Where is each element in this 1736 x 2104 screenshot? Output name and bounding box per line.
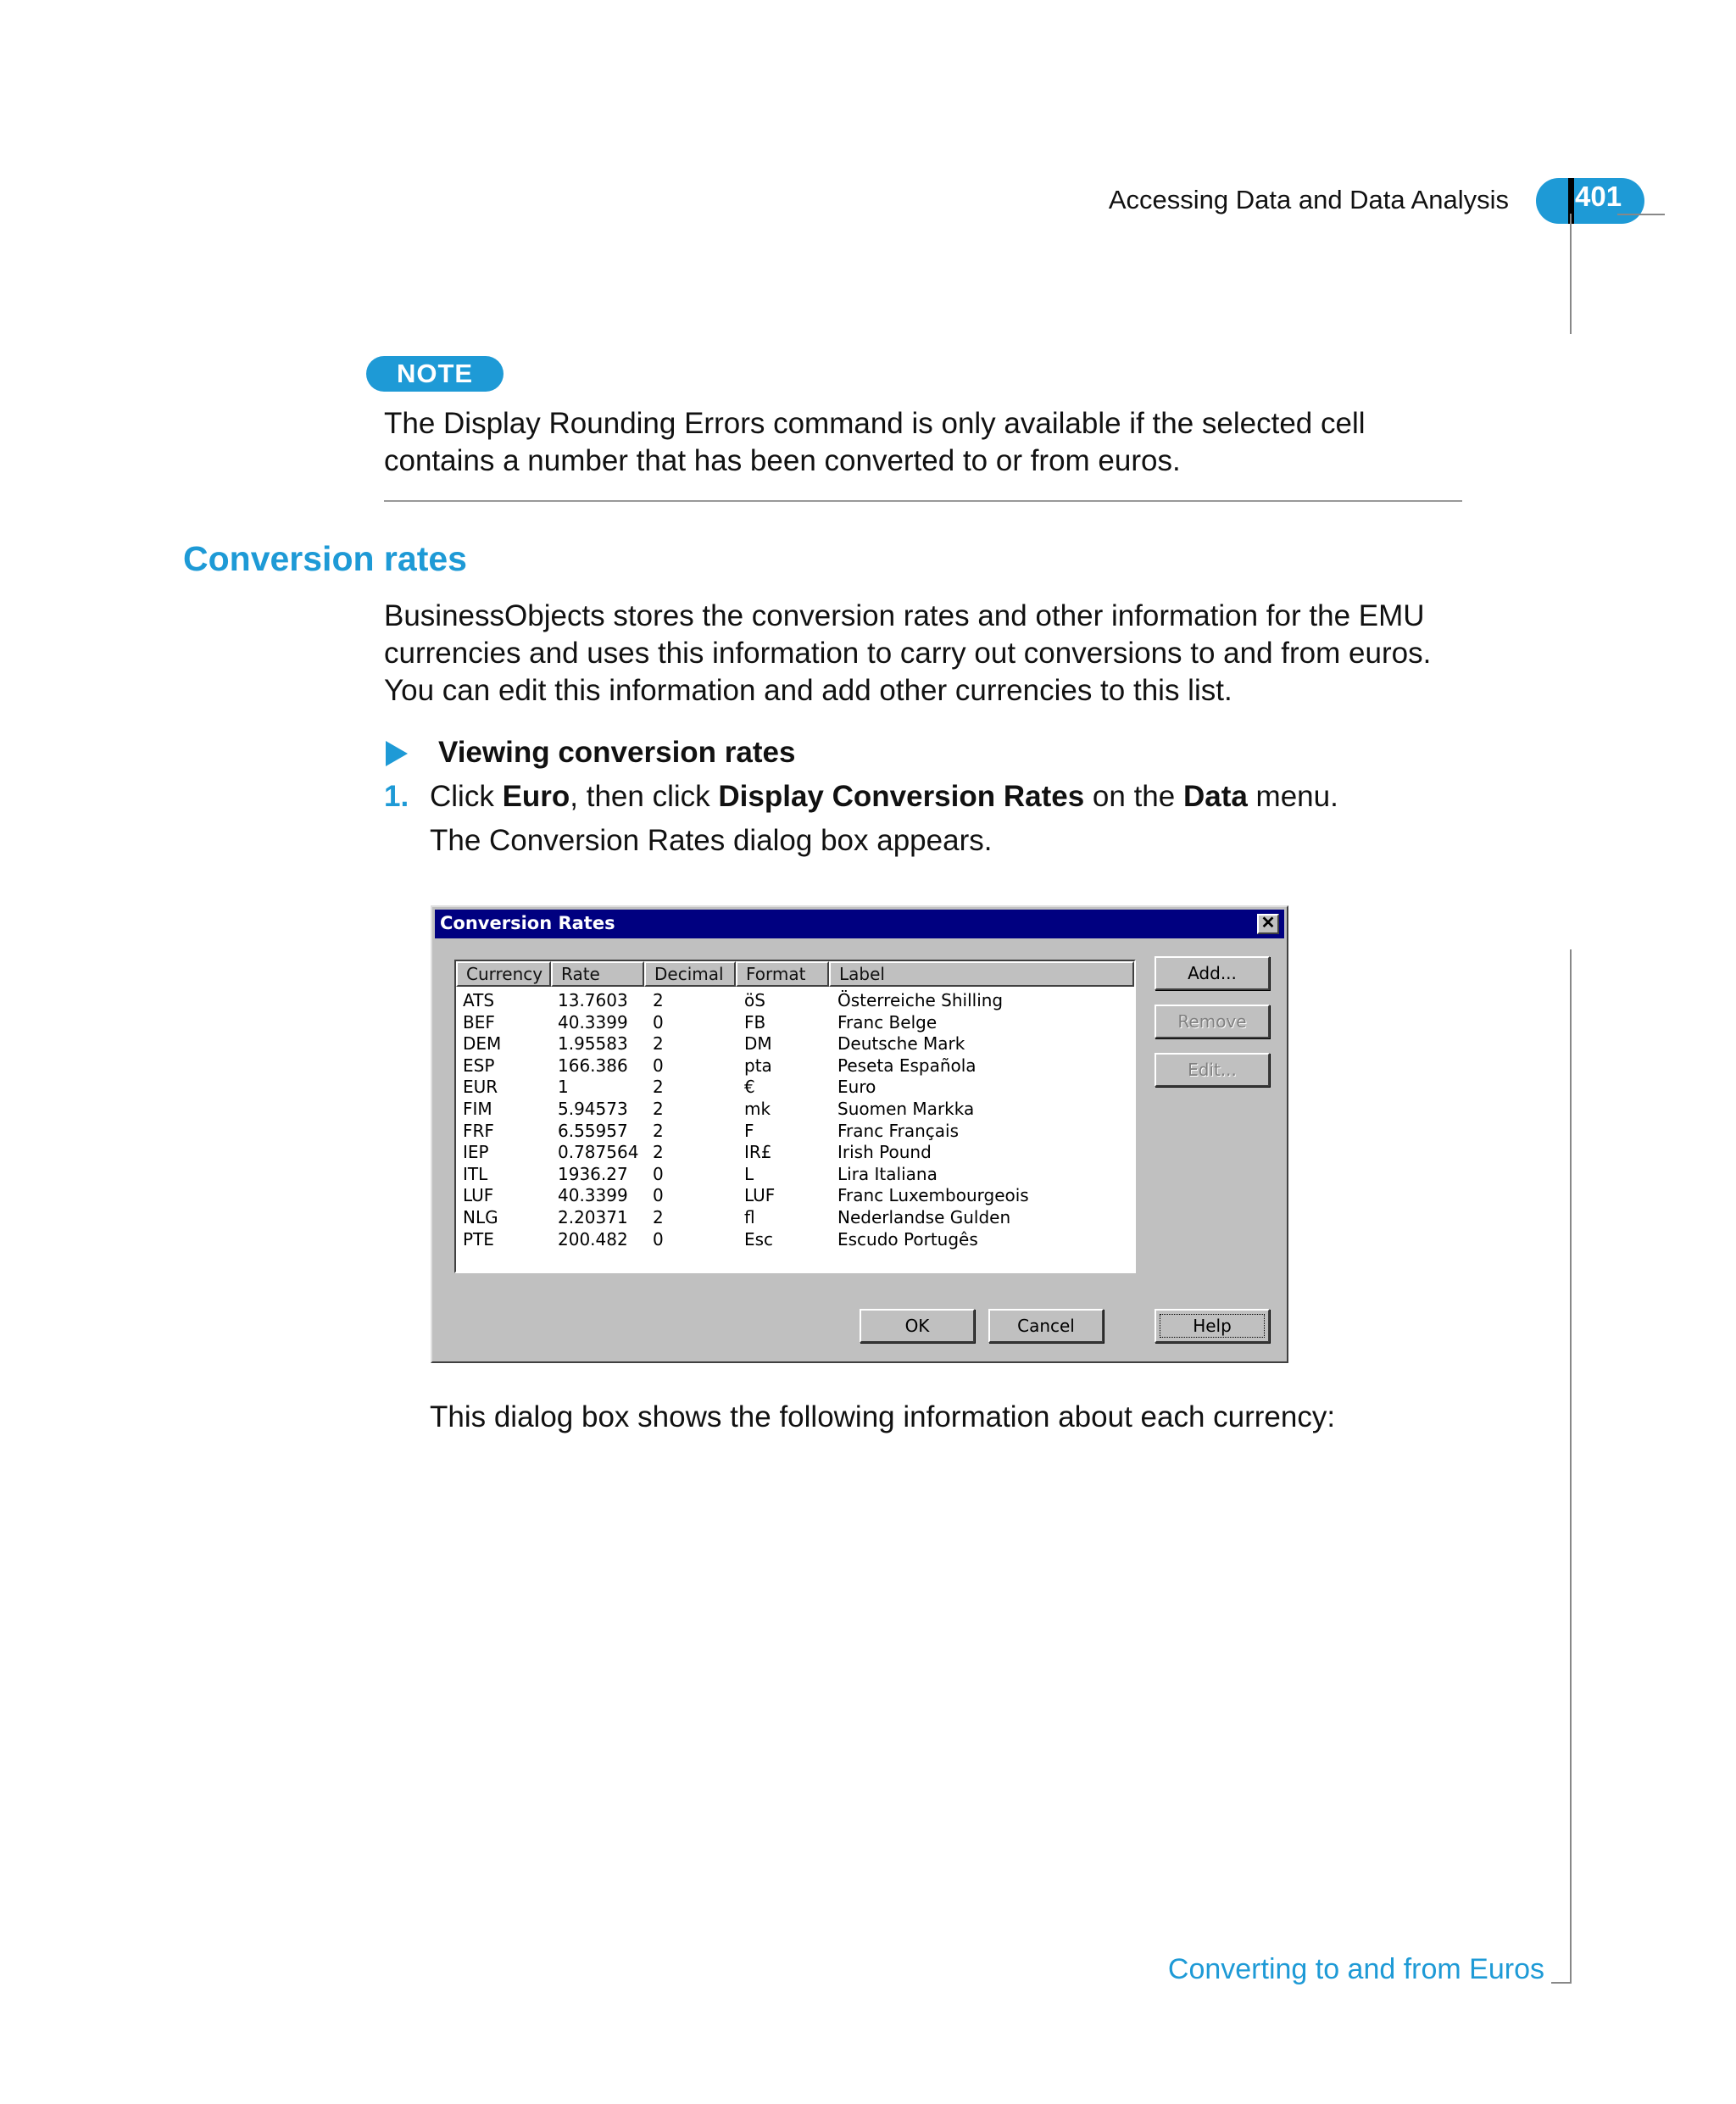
cell-decimal: 2 [653,1207,664,1227]
cell-rate: 40.3399 [558,1011,628,1033]
currency-row[interactable] [456,1185,1134,1207]
conversion-rates-dialog [431,905,1288,1363]
cell-currency: ATS [463,990,495,1010]
intro-paragraph [384,598,1486,710]
step-bold-command: Display Conversion Rates [718,780,1085,813]
cell-currency: IEP [463,1142,489,1163]
step-text-part: menu. [1247,780,1338,813]
note-text [384,405,1486,480]
currency-row[interactable] [456,1055,1134,1077]
cell-format: FB [744,1011,766,1033]
cell-currency: FRF [463,1120,494,1141]
cell-label: Irish Pound [837,1142,932,1163]
post-dialog-text: This dialog box shows the following information about each currency: [430,1400,1336,1433]
note-line: The Display Rounding Errors command is only available if the selected cell [384,407,1366,440]
cell-decimal: 0 [653,1011,664,1033]
dialog-title: Conversion Rates [440,913,615,933]
footer-rule [1551,1982,1572,1984]
section-heading: Conversion rates [183,539,467,578]
cell-rate: 0.787564 [558,1142,639,1163]
margin-rule-bottom [1570,949,1572,1984]
page-number: 401 [1575,181,1622,212]
cell-decimal: 0 [653,1185,664,1206]
intro-line: You can edit this information and add other currencies to this list. [384,674,1232,707]
cell-decimal: 0 [653,1228,664,1250]
cell-decimal: 2 [653,1142,664,1163]
footer-chapter-title: Converting to and from Euros [1167,1953,1544,1985]
cell-currency: ESP [463,1055,495,1076]
note-line: contains a number that has been converted to or from euros. [384,444,1181,477]
currency-row[interactable] [456,1164,1134,1186]
intro-line: currencies and uses this information to carry out conversions to and from euros. [384,637,1432,670]
cell-rate: 6.55957 [558,1120,628,1141]
cell-label: Nederlandse Gulden [837,1207,1011,1227]
ok-button[interactable]: OK [860,1309,975,1343]
currency-row[interactable] [456,1077,1134,1099]
currency-row[interactable] [456,1099,1134,1121]
cell-format: Esc [744,1228,774,1250]
step-result: The Conversion Rates dialog box appears. [430,824,993,857]
cell-decimal: 0 [653,1055,664,1076]
step-bold-euro: Euro [502,780,570,813]
cell-rate: 166.386 [558,1055,628,1076]
remove-button[interactable]: Remove [1155,1005,1270,1038]
cell-format: DM [744,1033,772,1055]
dialog-titlebar[interactable] [435,910,1284,938]
running-head: Accessing Data and Data Analysis [1108,185,1509,214]
cancel-button[interactable]: Cancel [988,1309,1104,1343]
currency-row[interactable] [456,1012,1134,1034]
column-header-currency[interactable]: Currency [456,961,551,987]
cell-decimal: 2 [653,990,664,1010]
column-header-rate[interactable]: Rate [551,961,644,987]
cell-rate: 1936.27 [558,1163,628,1184]
column-header-decimal[interactable]: Decimal [644,961,736,987]
cell-currency: PTE [463,1228,494,1250]
cell-label: Franc Belge [837,1011,938,1033]
cell-currency: FIM [463,1099,492,1119]
cell-decimal: 2 [653,1099,664,1119]
cell-decimal: 0 [653,1163,664,1184]
cell-decimal: 2 [653,1120,664,1141]
step-text-part: , then click [570,780,719,813]
help-button[interactable]: Help [1155,1309,1270,1343]
currency-row[interactable] [456,990,1134,1012]
cell-format: L [744,1163,754,1184]
cell-format: IR£ [744,1142,772,1163]
cell-label: Franc Français [837,1120,959,1141]
cell-format: fl [744,1207,755,1227]
edit-button[interactable]: Edit... [1155,1053,1270,1087]
currency-row[interactable] [456,1033,1134,1055]
cell-format: öS [744,990,765,1010]
step-text-part: on the [1084,780,1183,813]
cell-label: Österreiche Shilling [837,990,1004,1010]
currency-list[interactable] [454,960,1136,1273]
header-rule [1617,214,1665,215]
cell-format: LUF [744,1185,776,1206]
step-number: 1. [384,780,409,813]
cell-currency: NLG [463,1207,498,1227]
step-text [430,780,1338,814]
cell-rate: 40.3399 [558,1185,628,1206]
cell-format: pta [744,1055,772,1076]
cell-label: Escudo Portugês [837,1228,978,1250]
cell-rate: 5.94573 [558,1099,628,1119]
cell-currency: EUR [463,1077,498,1098]
currency-row[interactable] [456,1142,1134,1164]
currency-row[interactable] [456,1229,1134,1251]
column-header-label[interactable]: Label [829,961,1134,987]
cell-currency: ITL [463,1163,488,1184]
cell-rate: 13.7603 [558,990,628,1010]
cell-currency: BEF [463,1011,495,1033]
cell-label: Franc Luxembourgeois [837,1185,1029,1206]
margin-rule-top [1570,214,1572,334]
cell-label: Euro [837,1077,876,1098]
column-header-format[interactable]: Format [736,961,829,987]
cell-label: Suomen Markka [837,1099,975,1119]
procedure-heading: Viewing conversion rates [438,736,796,769]
cell-label: Deutsche Mark [837,1033,965,1055]
intro-line: BusinessObjects stores the conversion rates and other information for the EMU [384,599,1425,632]
step-bold-menu: Data [1182,780,1248,813]
cell-rate: 1.95583 [558,1033,628,1055]
note-label: NOTE [366,356,504,392]
cell-format: € [744,1077,755,1098]
cell-currency: DEM [463,1033,502,1055]
add-button[interactable]: Add... [1155,956,1270,990]
cell-label: Lira Italiana [837,1163,938,1184]
procedure-arrow-icon [386,741,408,766]
cell-decimal: 2 [653,1077,664,1098]
cell-label: Peseta Española [837,1055,976,1076]
note-divider [384,500,1462,502]
cell-rate: 2.20371 [558,1207,628,1227]
cell-currency: LUF [463,1185,494,1206]
step-text-part: Click [430,780,503,813]
cell-decimal: 2 [653,1033,664,1055]
cell-rate: 1 [558,1077,569,1098]
currency-row[interactable] [456,1207,1134,1229]
close-icon[interactable]: ✕ [1257,914,1279,934]
cell-rate: 200.482 [558,1228,628,1250]
cell-format: mk [744,1099,771,1119]
currency-row[interactable] [456,1121,1134,1143]
cell-format: F [744,1120,754,1141]
